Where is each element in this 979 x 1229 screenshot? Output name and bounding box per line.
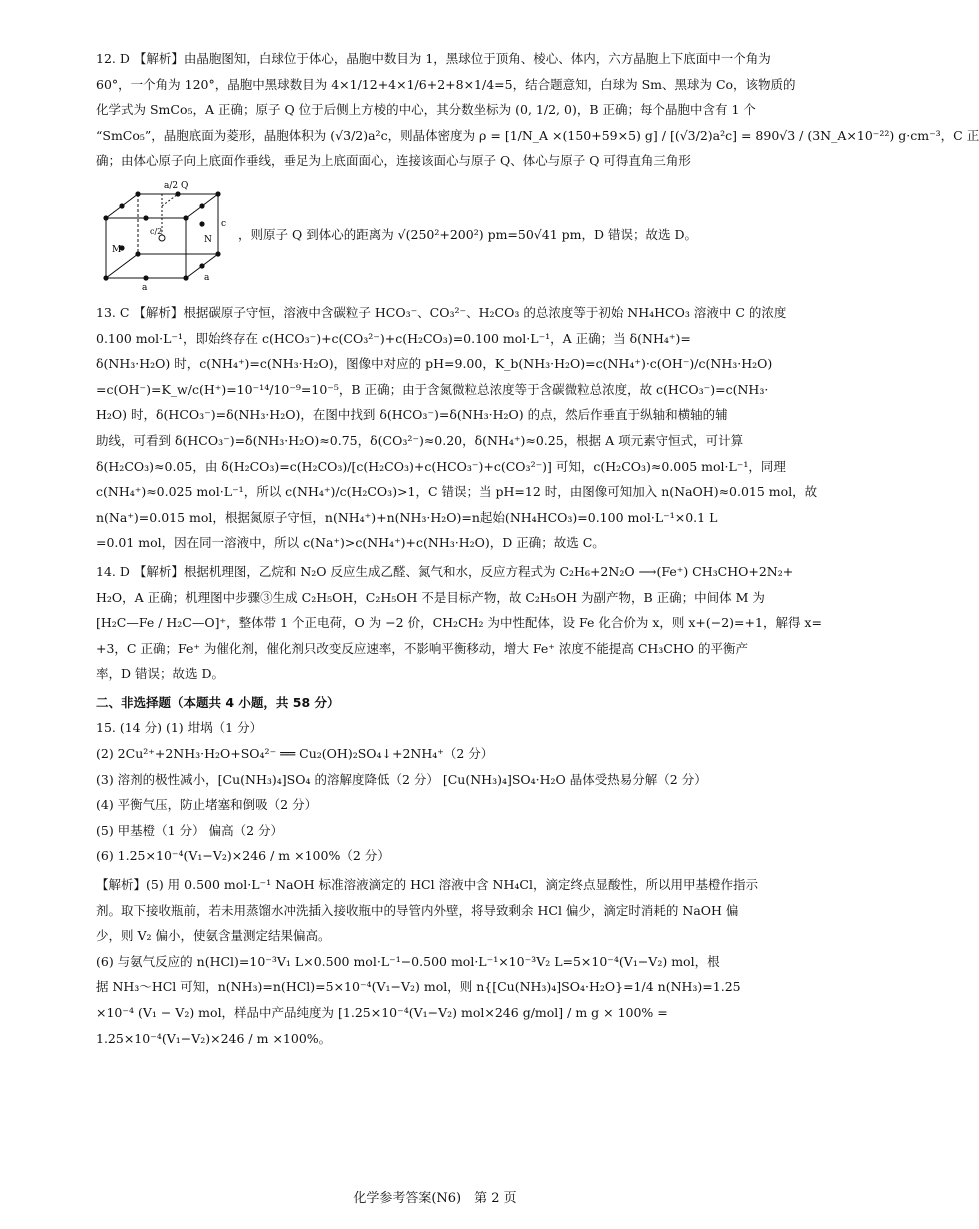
- hexagonal-cell-diagram: [100, 176, 230, 294]
- label-m: M: [112, 244, 122, 255]
- section-heading: 二、非选择题（本题共 4 小题，共 58 分）: [96, 694, 340, 710]
- page-footer: 化学参考答案(N6) 第 2 页: [353, 1191, 517, 1206]
- q15-item-2: (2) 2Cu²⁺+2NH₃·H₂O+SO₄²⁻ ══ Cu₂(OH)₂SO₄↓+2NH₄⁺（2 分）: [96, 746, 494, 762]
- analysis-line-7: 1.25×10⁻⁴(V₁−V₂)×246 / m ×100%。: [96, 1030, 332, 1046]
- question-12: [96, 46, 979, 294]
- page-content: [96, 46, 979, 1051]
- analysis-line-4: (6) 与氨气反应的 n(HCl)=10⁻³V₁ L×0.500 mol·L⁻¹−0.500 mol·L⁻¹×10⁻³V₂ L=5×10⁻⁴(V₁−V₂) mol，根: [96, 953, 720, 969]
- q13-line-10: =0.01 mol，因在同一溶液中，所以 c(Na⁺)>c(NH₄⁺)+c(NH₃·H₂O)，D 正确；故选 C。: [96, 535, 605, 551]
- q14-line-3: [H₂C—Fe / H₂C—O]⁺，整体带 1 个正电荷，O 为 −2 价，CH₂CH₂ 为中性配体，设 Fe 化合价为 x，则 x+(−2)=+1，解得 x=: [96, 615, 822, 631]
- q15-item-4: (4) 平衡气压，防止堵塞和倒吸（2 分）: [96, 797, 318, 813]
- q12-line-3: 化学式为 SmCo₅，A 正确；原子 Q 位于后侧上方棱的中心，其分数坐标为 (0, 1/2, 0)，B 正确；每个晶胞中含有 1 个: [96, 102, 756, 118]
- crystal-cell-figure-row: [100, 176, 796, 294]
- analysis-line-6: ×10⁻⁴ (V₁ − V₂) mol，样品中产品纯度为 [1.25×10⁻⁴(V₁−V₂) mol×246 g/mol] / m g × 100% =: [96, 1005, 668, 1020]
- q14-line-5: 率，D 错误；故选 D。: [96, 666, 224, 682]
- q13-line-8: c(NH₄⁺)≈0.025 mol·L⁻¹，所以 c(NH₄⁺)/c(H₂CO₃)>1，C 错误；当 pH=12 时，由图像可知加入 n(NaOH)≈0.015 mol，故: [96, 484, 818, 500]
- label-c-half: c/2: [150, 226, 163, 236]
- q13-line-5: H₂O) 时，δ(HCO₃⁻)=δ(NH₃·H₂O)，在图中找到 δ(HCO₃⁻)=δ(NH₃·H₂O) 的点，然后作垂直于纵轴和横轴的辅: [96, 407, 728, 423]
- label-a-right: a: [204, 272, 210, 283]
- label-n: N: [204, 234, 212, 245]
- label-a-bottom: a: [142, 282, 148, 293]
- q14-line-2: H₂O，A 正确；机理图中步骤③生成 C₂H₅OH，C₂H₅OH 不是目标产物，故 C₂H₅OH 为副产物，B 正确；中间体 M 为: [96, 589, 765, 605]
- q13-line-6: 助线，可看到 δ(HCO₃⁻)=δ(NH₃·H₂O)≈0.75，δ(CO₃²⁻)≈0.20，δ(NH₄⁺)≈0.25，根据 A 项元素守恒式，可计算: [96, 432, 744, 448]
- section-nonchoice: [96, 690, 796, 869]
- q13-line-7: δ(H₂CO₃)≈0.05，由 δ(H₂CO₃)=c(H₂CO₃)/[c(H₂CO₃)+c(HCO₃⁻)+c(CO₃²⁻)] 可知，c(H₂CO₃)≈0.005 mol·L⁻¹，同理: [96, 458, 786, 474]
- q15-item-1: 15. (14 分) (1) 坩埚（1 分）: [96, 720, 263, 736]
- analysis-line-1: 【解析】(5) 用 0.500 mol·L⁻¹ NaOH 标准溶液滴定的 HCl 溶液中含 NH₄Cl，滴定终点显酸性，所以用甲基橙作指示: [96, 877, 758, 893]
- question-14: [96, 559, 822, 687]
- q15-item-5: (5) 甲基橙（1 分） 偏高（2 分）: [96, 822, 284, 838]
- q13-line-2: 0.100 mol·L⁻¹，即始终存在 c(HCO₃⁻)+c(CO₃²⁻)+c(H₂CO₃)=0.100 mol·L⁻¹，A 正确；当 δ(NH₄⁺)=: [96, 330, 691, 346]
- q13-line-3: δ(NH₃·H₂O) 时，c(NH₄⁺)=c(NH₃·H₂O)，图像中对应的 pH=9.00，K_b(NH₃·H₂O)=c(NH₄⁺)·c(OH⁻)/c(NH₃·H₂O): [96, 356, 773, 372]
- q12-line-1: 12. D 【解析】由晶胞图知，白球位于体心，晶胞中数目为 1，黑球位于顶角、棱心、体内，六方晶胞上下底面中一个角为: [96, 51, 771, 66]
- q15-analysis: [96, 872, 796, 1051]
- label-c: c: [221, 218, 227, 229]
- q12-line-5: 确；由体心原子向上底面作垂线，垂足为上底面面心，连接该面心与原子 Q、体心与原子 Q 可得直角三角形: [96, 153, 691, 169]
- q14-line-4: +3，C 正确；Fe⁺ 为催化剂，催化剂只改变反应速率，不影响平衡移动，增大 Fe⁺ 浓度不能提高 CH₃CHO 的平衡产: [96, 640, 748, 656]
- q13-line-1: 13. C 【解析】根据碳原子守恒，溶液中含碳粒子 HCO₃⁻、CO₃²⁻、H₂CO₃ 的总浓度等于初始 NH₄HCO₃ 溶液中 C 的浓度: [96, 304, 787, 320]
- q12-line-2: 60°，一个角为 120°，晶胞中黑球数目为 4×1/12+4×1/6+2+8×1/4=5，结合题意知，白球为 Sm、黑球为 Co，该物质的: [96, 76, 796, 92]
- q15-item-3: (3) 溶剂的极性减小，[Cu(NH₃)₄]SO₄ 的溶解度降低（2 分） [Cu(NH₃)₄]SO₄·H₂O 晶体受热易分解（2 分）: [96, 771, 707, 787]
- q14-line-1: 14. D 【解析】根据机理图，乙烷和 N₂O 反应生成乙醛、氮气和水，反应方程式为 C₂H₆+2N₂O ⟶(Fe⁺) CH₃CHO+2N₂+: [96, 563, 794, 579]
- q13-line-9: n(Na⁺)=0.015 mol，根据氮原子守恒，n(NH₄⁺)+n(NH₃·H₂O)=n起始(NH₄HCO₃)=0.100 mol·L⁻¹×0.1 L: [96, 509, 718, 525]
- analysis-line-3: 少，则 V₂ 偏小，使氨含量测定结果偏高。: [96, 928, 331, 944]
- analysis-line-5: 据 NH₃～HCl 可知，n(NH₃)=n(HCl)=5×10⁻⁴(V₁−V₂) mol，则 n{[Cu(NH₃)₄]SO₄·H₂O}=1/4 n(NH₃)=1.25: [96, 979, 741, 995]
- analysis-line-2: 剂。取下接收瓶前，若未用蒸馏水冲洗插入接收瓶中的导管内外壁，将导致剩余 HCl 偏少，滴定时消耗的 NaOH 偏: [96, 902, 739, 918]
- q12-line-4: “SmCo₅”，晶胞底面为菱形，晶胞体积为 (√3/2)a²c，则晶体密度为 ρ = [1/N_A ×(150+59×5) g] / [(√3/2)a²c] = 890√3 / (3N_A×10⁻²²) g·cm⁻³，C 正: [96, 127, 979, 143]
- label-q: a/2 Q: [164, 180, 189, 191]
- q15-item-6: (6) 1.25×10⁻⁴(V₁−V₂)×246 / m ×100%（2 分）: [96, 848, 390, 864]
- q12-conclusion: ，则原子 Q 到体心的距离为 √(250²+200²) pm=50√41 pm，D 错误；故选 D。: [238, 227, 697, 243]
- q13-line-4: =c(OH⁻)=K_w/c(H⁺)=10⁻¹⁴/10⁻⁹=10⁻⁵，B 正确；由于含氮微粒总浓度等于含碳微粒总浓度，故 c(HCO₃⁻)=c(NH₃·: [96, 381, 769, 397]
- question-13: [96, 300, 818, 556]
